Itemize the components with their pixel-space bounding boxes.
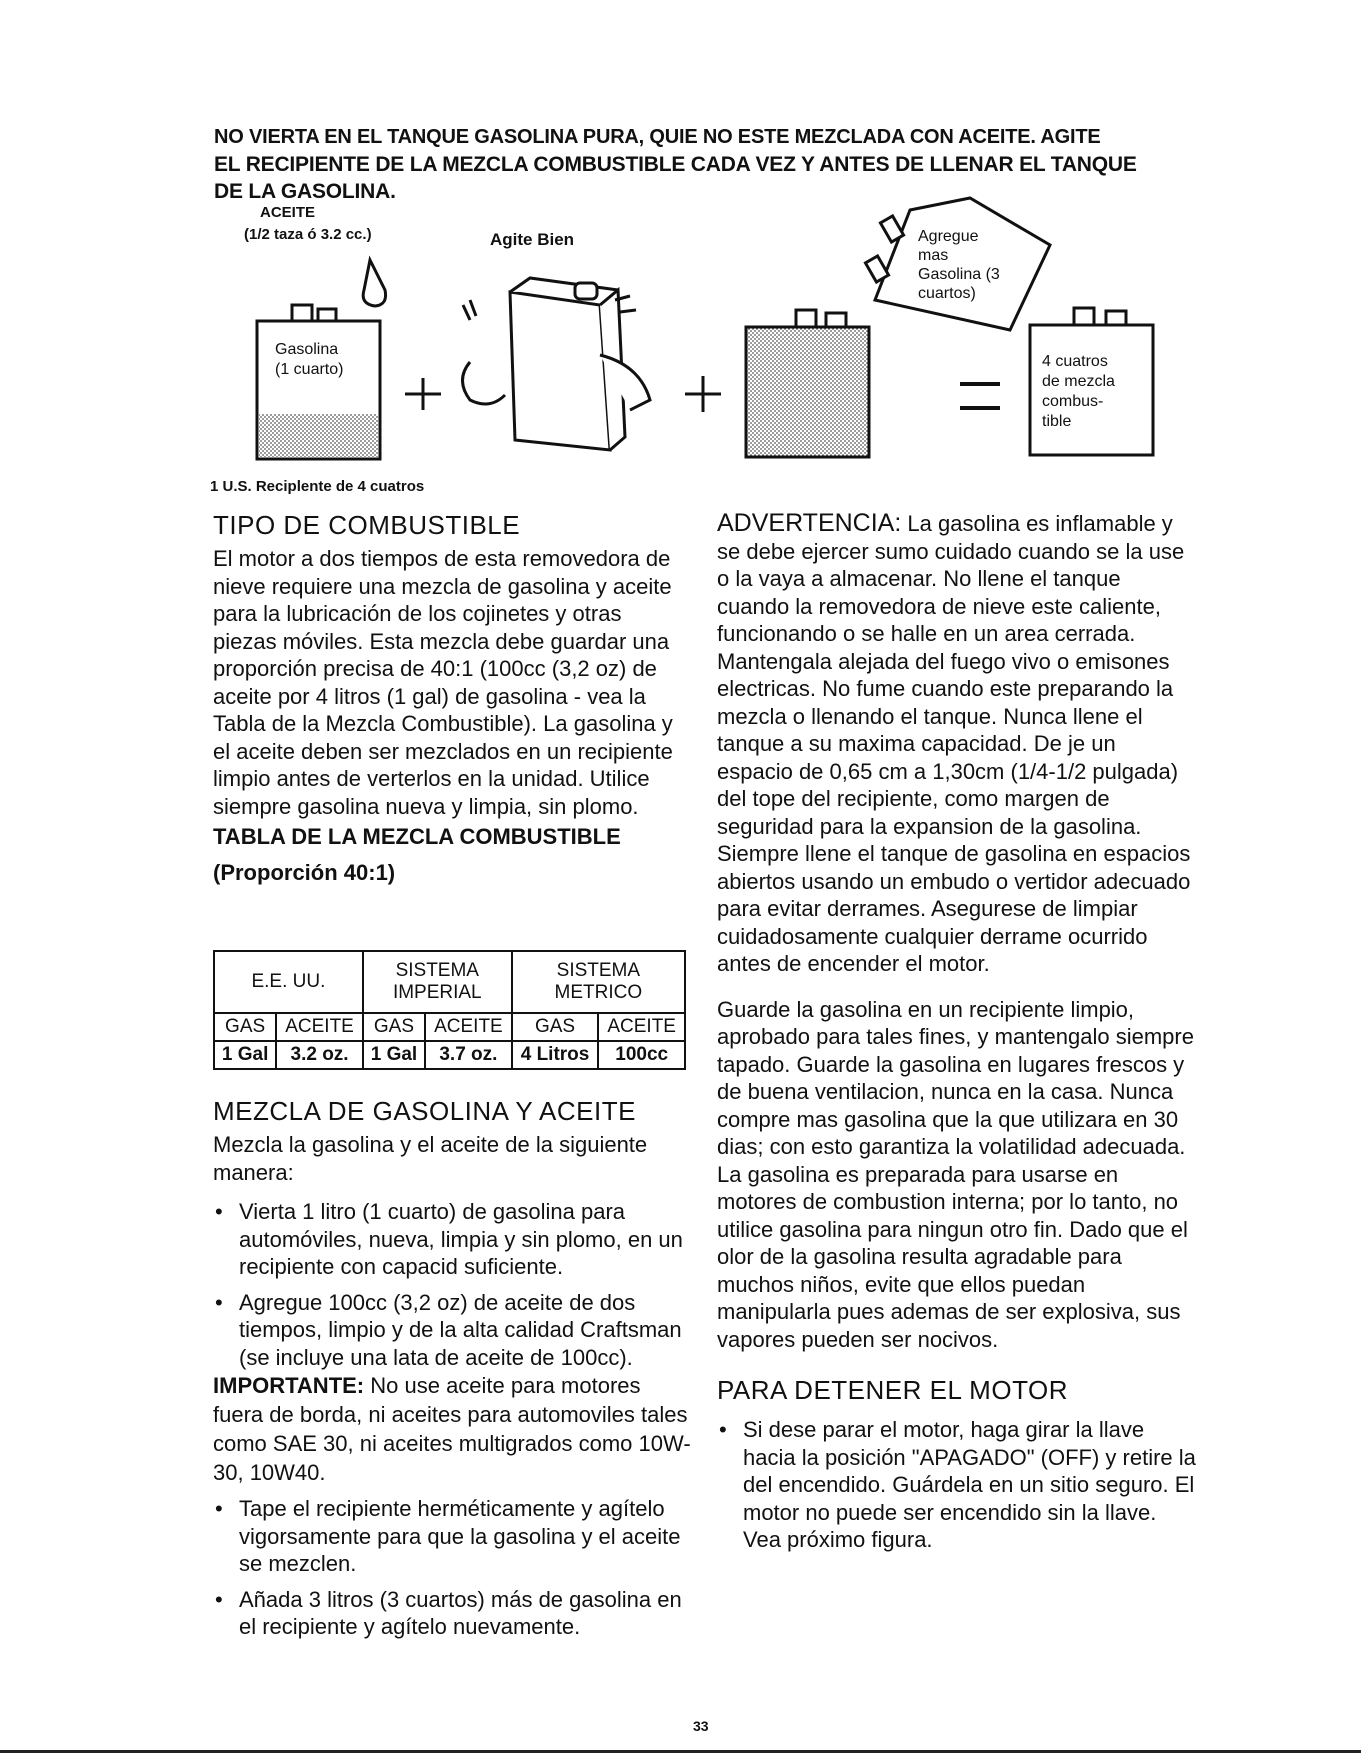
- page-number: 33: [693, 1718, 709, 1734]
- mixing-illustration: [0, 0, 1361, 500]
- header-metric: SISTEMA METRICO: [512, 951, 685, 1013]
- warning-line-1: NO VIERTA EN EL TANQUE GASOLINA PURA, QUIE NO ESTE MEZCLADA CON ACEITE. AGITE: [214, 126, 1101, 148]
- paragraph-mezcla: Mezcla la gasolina y el aceite de la siguiente manera:: [213, 1132, 648, 1185]
- right-column: [717, 510, 1197, 1554]
- cell-met-gas: 4 Litros: [512, 1041, 599, 1069]
- cell-imp-gas: 1 Gal: [363, 1041, 425, 1069]
- paragraph-tipo: El motor a dos tiempos de esta removedora de nieve requiere una mezcla de gasolina y aceite para la lubricación de los cojinetes y otras piezas móviles. Esta mezcla debe guardar una proporción precisa de 40:1 (100cc (3,2 oz) de aceite por 4 litros (1 gal) de gasolina - vea la Tabla de la Mezcla Combustible). La gasolina y el aceite deben ser mezclados en un recipiente limpio antes de verterlos en la unidad. Utilice siempre gasolina nueva y limpia, sin plomo.: [213, 546, 673, 819]
- agregue-line2: mas: [918, 247, 949, 264]
- shaking-can-icon: [463, 278, 651, 450]
- heading-tipo-combustible: TIPO DE COMBUSTIBLE: [213, 510, 521, 540]
- stop-steps-list: [717, 1416, 1197, 1554]
- table-title: TABLA DE LA MEZCLA COMBUSTIBLE: [213, 824, 621, 849]
- warning-line-2: EL RECIPIENTE DE LA MEZCLA COMBUSTIBLE CADA VEZ Y ANTES DE LLENAR EL TANQUE: [214, 153, 1137, 176]
- col-gas: GAS: [363, 1013, 425, 1041]
- agregue-line3: Gasolina (3: [918, 266, 1000, 283]
- table-row: [214, 1041, 685, 1069]
- header-us: E.E. UU.: [214, 951, 363, 1013]
- advertencia-paragraph: [717, 510, 1197, 978]
- cell-met-oil: 100cc: [598, 1041, 685, 1069]
- left-column-lower: [213, 1096, 693, 1641]
- left-column: [213, 510, 688, 886]
- result-line1: 4 cuatros: [1042, 353, 1108, 370]
- heading-detener-motor: PARA DETENER EL MOTOR: [717, 1375, 1068, 1405]
- heading-mezcla: MEZCLA DE GASOLINA Y ACEITE: [213, 1096, 636, 1126]
- equals-icon: [960, 384, 1000, 408]
- fuel-mix-table: [213, 950, 686, 1070]
- list-item: • Añada 3 litros (3 cuartos) más de gasolina en el recipiente y agítelo nuevamente.: [213, 1586, 693, 1641]
- table-header-row: [214, 951, 685, 1013]
- oil-drop-icon: [363, 260, 385, 306]
- result-label: [1042, 352, 1115, 432]
- agregue-line4: cuartos): [918, 285, 976, 302]
- header-imperial: SISTEMA IMPERIAL: [363, 951, 512, 1013]
- can1-line1: Gasolina: [275, 341, 339, 358]
- important-label: IMPORTANTE:: [213, 1373, 365, 1398]
- agite-label: Agite Bien: [490, 230, 575, 249]
- important-text: No use aceite para motores fuera de borda, ni aceites para automoviles tales como SAE 30, ni aceites multigrados como 10W-30, 10W40.: [213, 1373, 691, 1485]
- col-aceite: ACEITE: [276, 1013, 363, 1041]
- advertencia-text: La gasolina es inflamable y se debe ejercer sumo cuidado cuando se la use o la vaya a almacenar. No llene el tanque cuando la removedora de nieve este caliente, funcionando o se halle en un area cerrada. Mantengala alejada del fuego vivo o emisones electricas. No fume cuando este preparando la mezcla o llenando el tanque. Nunca llene el tanque a su maxima capacidad. De je un espacio de 0,65 cm a 1,30cm (1/4-1/2 pulgada) del tope del recipiente, como margen de seguridad para la expansion de la gasolina. Siempre llene el tanque de gasolina en espacios abiertos usando un embudo o vertidor adecuado para evitar derrames. Asegurese de limpiar cuidadosamente cualquier derrame ocurrido antes de encender el motor.: [717, 511, 1191, 976]
- warning-line-3: DE LA GASOLINA.: [214, 180, 396, 203]
- storage-paragraph: Guarde la gasolina en un recipiente limpio, aprobado para tales fines, y mantengalo siempre tapado. Guarde la gasolina en lugares frescos y de buena ventilacion, nunca en la casa. Nunca compre mas gasolina que la que utilizara en 30 dias; con esto garantiza la volatilidad adecuada. La gasolina es preparada para usarse en motores de combustion interna; por lo tanto, no utilice gasolina para ningun otro fin. Dado que el olor de la gasolina resulta agradable para muchos niños, evite que ellos puedan manipularla pues ademas de ser explosiva, sus vapores pueden ser nocivos.: [717, 996, 1194, 1352]
- bottom-rule: [0, 1750, 1361, 1753]
- col-aceite: ACEITE: [598, 1013, 685, 1041]
- result-line4: tible: [1042, 413, 1072, 430]
- can1-line2: (1 cuarto): [275, 361, 344, 378]
- table-subheader-row: [214, 1013, 685, 1041]
- gasoline-can-icon: [257, 305, 380, 459]
- cell-us-gas: 1 Gal: [214, 1041, 276, 1069]
- aceite-amount: (1/2 taza ó 3.2 cc.): [244, 226, 372, 243]
- agregue-label: [918, 227, 1000, 303]
- agregue-line1: Agregue: [918, 228, 979, 245]
- cell-us-oil: 3.2 oz.: [276, 1041, 363, 1069]
- col-aceite: ACEITE: [425, 1013, 512, 1041]
- illustration-drawing: [0, 0, 1361, 500]
- mix-steps-list-2: [213, 1495, 693, 1641]
- advertencia-label: ADVERTENCIA:: [717, 509, 902, 537]
- illustration-caption: 1 U.S. Reciplente de 4 cuatros: [210, 478, 425, 495]
- important-note: [213, 1371, 693, 1487]
- list-item: • Si dese parar el motor, haga girar la llave hacia la posición "APAGADO" (OFF) y retire la del encendido. Guárdela en un sitio seguro. El motor no puede ser encendido sin la llave. Vea próximo figura.: [717, 1416, 1197, 1554]
- aceite-label: ACEITE: [260, 204, 316, 221]
- can1-label: [275, 340, 343, 380]
- mixed-can-icon: [746, 310, 869, 457]
- col-gas: GAS: [512, 1013, 599, 1041]
- list-item: • Agregue 100cc (3,2 oz) de aceite de dos tiempos, limpio y de la alta calidad Craftsman (se incluye una lata de aceite de 100cc).: [213, 1289, 693, 1372]
- list-item: • Tape el recipiente herméticamente y agítelo vigorsamente para que la gasolina y el aceite se mezclen.: [213, 1495, 693, 1578]
- table-subtitle: (Proporción 40:1): [213, 860, 396, 885]
- mix-steps-list: [213, 1198, 693, 1371]
- col-gas: GAS: [214, 1013, 276, 1041]
- result-line3: combus-: [1042, 393, 1104, 410]
- cell-imp-oil: 3.7 oz.: [425, 1041, 512, 1069]
- result-line2: de mezcla: [1042, 373, 1115, 390]
- list-item: • Vierta 1 litro (1 cuarto) de gasolina para automóviles, nueva, limpia y sin plomo, en un recipiente con capacid suficiente.: [213, 1198, 693, 1281]
